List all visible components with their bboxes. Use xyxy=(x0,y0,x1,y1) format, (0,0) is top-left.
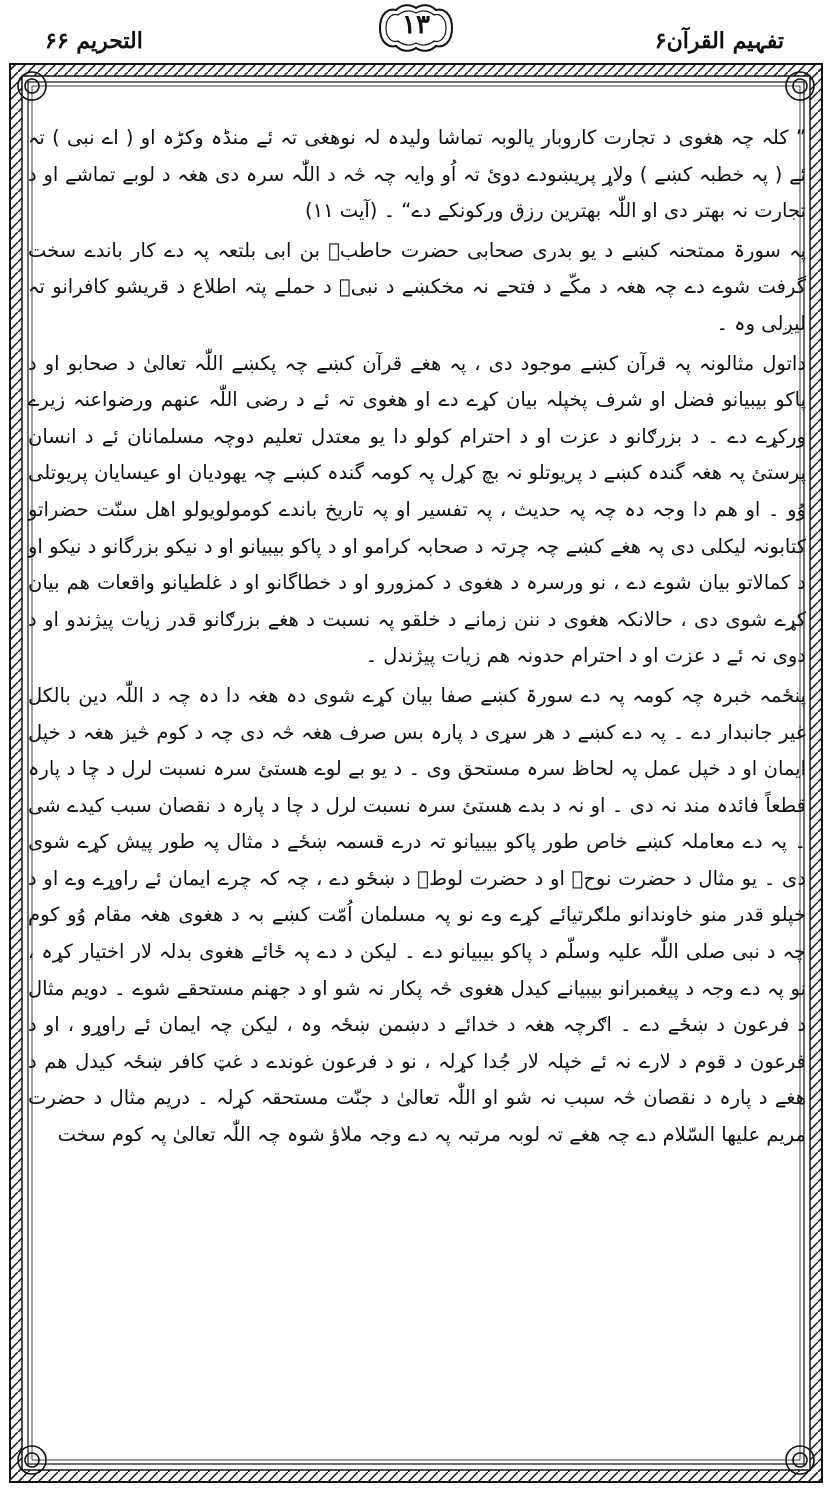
body-paragraph: داتول مثالونہ پہ قرآن کښے موجود دی ، پہ ھغے قرآن کښے چہ پکښے اللّٰہ تعالیٰ د صحابو او د پاکو بیبیانو فضل او شرف پخپلہ بیان کړے دے او ھغوی تہ ئے د رضی اللّٰہ عنھم ورضواعنہ زیرے ورکړے دے ۔ د بزرګانو د عزت او د احترام کولو دا یو معتدل تعلیم دوچہ مسلمانان ئے د انسان پرستئ پہ ھغہ گندہ کښے د پریوتلو نہ بچ کړل پہ کومہ گندہ کښے چہ یھودیان او عیسایان پریوتلی وُو ۔ او ھم دا وجہ دہ چہ پہ حدیث ، پہ تفسیر او پہ تاریخ باندے کومولویولو اھل سنّت حضراتو کتابونہ لیکلی دی پہ ھغے کښے چہ چرتہ د صحابہ کرامو او د پاکو بیبیانو او د نیکو بزرگانو د نیکو او د کمالاتو بیان شوے دے ، نو ورسرہ د ھغوی د کمزورو او د خطاگانو او د غلطیانو واقعات ھم بیان کړے شوی دی ، حالانکہ ھغوی د ننن زمانے د خلقو پہ نسبت د ھغے بزرګانو قدر زیات پیژندو او د دوی نہ ئے د عزت او د احترام حدونہ ھم زیات پیژندل ۔ xyxy=(28,351,806,668)
page-header xyxy=(0,0,832,70)
page-number: ۱۳ xyxy=(402,10,430,40)
body-paragraph: پنځمہ خبرہ چہ کومہ پہ دے سورۃ کښے صفا بیان کړے شوی دہ ھغہ دا دہ چہ د اللّٰہ دین بالکل غیر جانبدار دے ۔ پہ دے کښے د ھر سړی د پارہ بس صرف ھغہ څہ دی چہ د کوم څیز ھغہ د خپل ایمان او د خپل عمل پہ لحاظ سرہ مستحق وی ۔ د یو بے لوے ھستئ سرہ نسبت لرل د چا د پارہ قطعاً فائدہ مند نہ دی ۔ او نہ د بدے ھستئ سرہ نسبت لرل د چا د پارہ د نقصان سبب کیدے شی ۔ پہ دے معاملہ کښے خاص طور پاکو بیبیانو تہ درے قسمہ ښځے د مثال پہ طور پیش کړے شوی دی ۔ یو مثال د حضرت نوحؑ او د حضرت لوطؑ د ښځو دے ، چہ کہ چرے ایمان ئے راوړے وے او د خپلو قدر منو خاوندانو ملګرتیائے کړے وے نو پہ مسلمان اُمّت کښے بہ د ھغوی ھغہ مقام وُو کوم چہ د نبی صلی اللّٰہ علیہ وسلّم د پاکو بیبیانو دے ۔ لیکن د دے پہ ځائے ھغوی بدلہ لار اختیار کړہ ، نو پہ دے وجہ د پیغمبرانو بیبیانے کیدل ھغوی څہ پکار نہ شو او د جھنم مستحقے شوے ۔ دویم مثال د فرعون د ښځے دے ۔ اګرچہ ھغہ د خدائے د دښمن ښځہ وہ ، لیکن چہ ایمان ئے راوړو ، او د فرعون د قوم د لارے نہ ئے خپلہ لار جُدا کړلہ ، نو د فرعون غوندے د غټ کافر ښځہ کیدل ھم د ھغے د پارہ د نقصان څہ سبب نہ شو او اللّٰہ تعالیٰ د جنّت مستحقہ کړلہ ۔ دریم مثال د حضرت مریم علیھا السّلام دے چہ ھغے تہ لوبہ مرتبہ پہ دے وجہ ملاؤ شوہ چہ اللّٰہ تعالیٰ پہ کوم سخت xyxy=(28,683,806,1147)
body-paragraph: پہ سورۃ ممتحنہ کښے د یو بدری صحابی حضرت حاطبؓ بن ابی بلتعہ پہ دے کار باندے سخت گرفت شوے دے چہ ھغہ د مکّے د فتحے نہ مخکښے د نبیؐ د حملے پتہ اطلاع د قریشو کافرانو تہ لیږلی وہ ۔ xyxy=(28,238,806,335)
quote-paragraph: ” کلہ چہ ھغوی د تجارت کاروبار یالوبہ تماشا ولیدہ لہ نوھغی تہ ئے منڈہ وکڑہ او ( اے نبی ) تہ ئے ( پہ خطبہ کښے ) ولاړ پریښودے دوئ تہ اُو وایہ چہ څہ د اللّٰہ سرہ دی ھغہ د لوبے تماشے او د تجارت نہ بھتر دی او اللّٰہ بھترین رزق ورکونکے دے“ ۔ (آیت ۱۱) xyxy=(28,126,806,223)
page-number-badge xyxy=(366,2,466,54)
main-text xyxy=(28,120,806,1475)
book-title: تفہیم القرآن۶ xyxy=(654,28,784,54)
surah-reference: التحریم ۶۶ xyxy=(45,28,143,54)
